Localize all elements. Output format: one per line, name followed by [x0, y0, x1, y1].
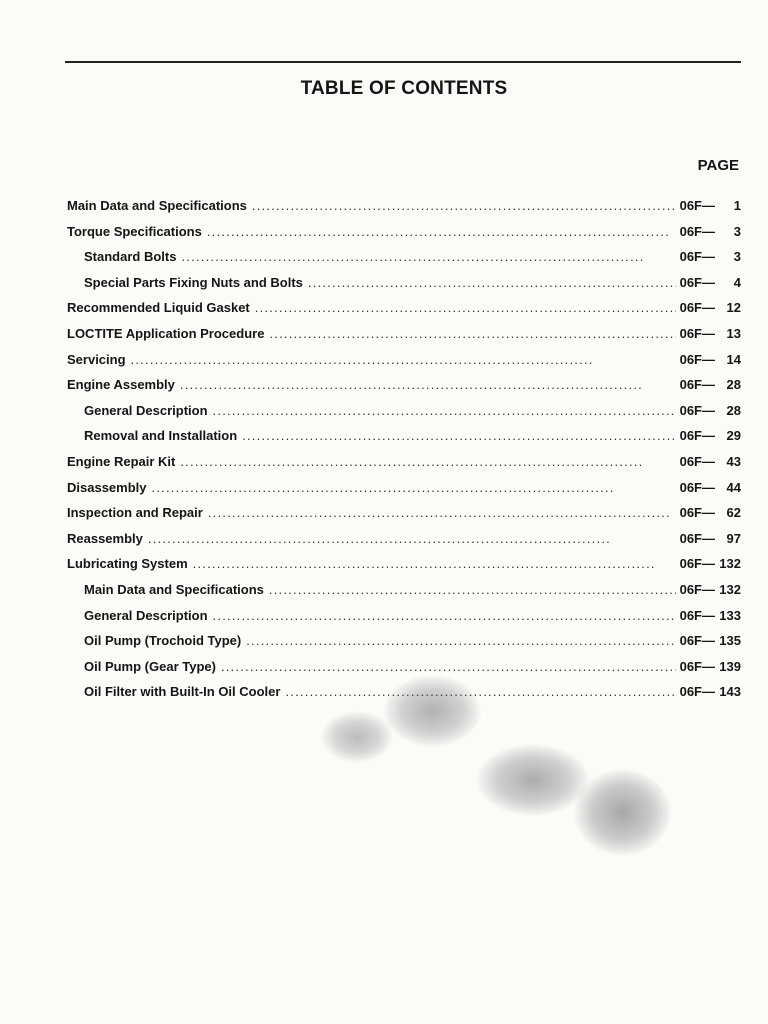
- toc-entry-section-prefix: 06F—: [679, 377, 715, 393]
- toc-entry-title: Standard Bolts: [84, 249, 177, 265]
- dot-leader: [246, 633, 675, 648]
- dot-leader: [255, 300, 676, 315]
- toc-entry: [84, 275, 741, 295]
- toc-entry-page-number: 132: [719, 556, 741, 572]
- toc-entry-title: Oil Filter with Built-In Oil Cooler: [84, 684, 281, 700]
- toc-entry-section-prefix: 06F—: [679, 351, 715, 367]
- dot-leader: [193, 556, 676, 571]
- toc-entry: [67, 556, 741, 576]
- toc-entry: [67, 505, 741, 525]
- dot-leader: [213, 403, 676, 418]
- toc-entry-page-number: 14: [726, 351, 741, 367]
- dot-leader: [207, 224, 676, 239]
- toc-entry-title: Recommended Liquid Gasket: [67, 300, 250, 316]
- toc-entry-title: Reassembly: [67, 530, 143, 546]
- toc-entry-section-prefix: 06F—: [679, 684, 715, 700]
- toc-entry-section-prefix: 06F—: [679, 658, 715, 674]
- toc-entry-title: Engine Repair Kit: [67, 454, 176, 469]
- toc-entry: [84, 608, 741, 628]
- toc-entry-page-number: 43: [726, 454, 741, 469]
- dot-leader: [208, 505, 676, 520]
- toc-entry-page-number: 12: [726, 300, 741, 316]
- toc-entry-title: LOCTITE Application Procedure: [67, 326, 265, 341]
- dot-leader: [180, 377, 676, 392]
- toc-entry-page-number: 29: [726, 428, 741, 444]
- page-column-header: PAGE: [697, 157, 739, 174]
- smudge-mark: [575, 770, 670, 855]
- toc-entry-page-number: 28: [726, 402, 741, 418]
- toc-entry-page-number: 97: [726, 530, 741, 546]
- toc-entry-title: Engine Assembly: [67, 377, 175, 393]
- toc-entry-section-prefix: 06F—: [679, 505, 715, 521]
- toc-entry-section-prefix: 06F—: [679, 300, 715, 316]
- toc-entry-page-number: 139: [719, 658, 741, 674]
- toc-entry-section-prefix: 06F—: [679, 249, 715, 265]
- toc-entry-title: General Description: [84, 607, 208, 623]
- page-title: TABLE OF CONTENTS: [300, 78, 508, 99]
- toc-entry-section-prefix: 06F—: [679, 582, 715, 597]
- toc-entry: [67, 300, 741, 320]
- toc-entry-section-prefix: 06F—: [679, 274, 715, 290]
- toc-entry-section-prefix: 06F—: [679, 326, 715, 341]
- toc-entry: [67, 352, 741, 372]
- toc-entry-page-number: 3: [733, 249, 741, 265]
- toc-entry-page-number: 143: [719, 684, 741, 700]
- toc-entry-title: Lubricating System: [67, 556, 188, 572]
- dot-leader: [181, 249, 675, 264]
- toc-entry: [67, 454, 741, 474]
- dot-leader: [213, 608, 676, 623]
- dot-leader: [285, 684, 675, 699]
- toc-entry: [84, 659, 741, 679]
- toc-entry-page-number: 4: [733, 274, 741, 290]
- toc-entry-section-prefix: 06F—: [679, 530, 715, 546]
- toc-entry-page-number: 3: [733, 223, 741, 239]
- toc-entry-title: General Description: [84, 402, 208, 418]
- toc-entry-page-number: 62: [726, 505, 741, 521]
- toc-entry-section-prefix: 06F—: [679, 454, 715, 469]
- toc-entry: [84, 582, 741, 602]
- toc-entry: [84, 428, 741, 448]
- toc-entry-title: Special Parts Fixing Nuts and Bolts: [84, 274, 303, 290]
- toc-entry-page-number: 44: [726, 479, 741, 495]
- dot-leader: [308, 275, 676, 290]
- dot-leader: [221, 659, 676, 674]
- toc-entry-page-number: 13: [726, 326, 741, 341]
- toc-entry-section-prefix: 06F—: [679, 633, 715, 649]
- toc-entry-section-prefix: 06F—: [679, 402, 715, 418]
- toc-entry-title: Removal and Installation: [84, 428, 238, 444]
- toc-entry: [67, 224, 741, 244]
- dot-leader: [152, 480, 676, 495]
- toc-entry: [67, 377, 741, 397]
- toc-entry-title: Oil Pump (Gear Type): [84, 658, 216, 674]
- dot-leader: [252, 198, 676, 213]
- toc-entry-page-number: 135: [719, 633, 741, 649]
- smudge-mark: [478, 745, 588, 815]
- toc-entry-section-prefix: 06F—: [679, 607, 715, 623]
- dot-leader: [242, 428, 675, 443]
- dot-leader: [269, 326, 675, 341]
- toc-entry-title: Main Data and Specifications: [67, 198, 247, 213]
- toc-entry: [67, 480, 741, 500]
- toc-entry-title: Servicing: [67, 351, 126, 367]
- toc-entry-section-prefix: 06F—: [679, 198, 715, 213]
- dot-leader: [148, 531, 676, 546]
- toc-entry-title: Main Data and Specifications: [84, 582, 264, 597]
- toc-entry-page-number: 132: [719, 582, 741, 597]
- toc-entry: [67, 198, 741, 218]
- toc-entry-section-prefix: 06F—: [679, 556, 715, 572]
- toc-entry-section-prefix: 06F—: [679, 428, 715, 444]
- toc-entry-page-number: 133: [719, 607, 741, 623]
- toc-entry: [84, 249, 741, 269]
- dot-leader: [269, 582, 676, 597]
- toc-entry-title: Inspection and Repair: [67, 505, 203, 521]
- toc-entry: [67, 326, 741, 346]
- dot-leader: [131, 352, 676, 367]
- top-rule: [65, 61, 741, 63]
- smudge-mark: [385, 676, 480, 746]
- dot-leader: [180, 454, 675, 469]
- toc-entry-title: Torque Specifications: [67, 223, 202, 239]
- toc-entry-page-number: 28: [726, 377, 741, 393]
- toc-entry-title: Oil Pump (Trochoid Type): [84, 633, 242, 649]
- toc-entry-title: Disassembly: [67, 479, 147, 495]
- toc-entry: [84, 403, 741, 423]
- toc-entry: [67, 531, 741, 551]
- toc-entry-section-prefix: 06F—: [679, 223, 715, 239]
- smudge-mark: [322, 712, 392, 762]
- toc-entry-page-number: 1: [733, 198, 741, 213]
- toc-entry-section-prefix: 06F—: [679, 479, 715, 495]
- toc-entry: [84, 633, 741, 653]
